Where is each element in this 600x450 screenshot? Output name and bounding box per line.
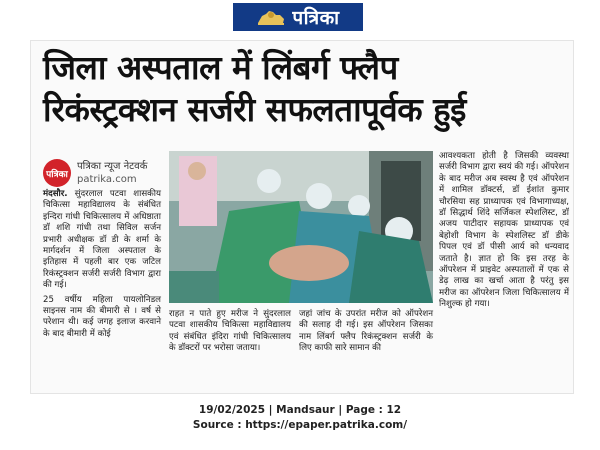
article-column-4: [439, 151, 569, 311]
patrika-logo-icon: पत्रिका: [43, 159, 71, 187]
column-3-paragraph-1: जहां जांच के उपरांत मरीज को ऑपरेशन की सलाह दी गई। इस ऑपरेशन जिसका नाम लिंबर्ग फ्लैप रिकंस्ट्रक्शन सर्जरी के लिए काफी सारे सामान की: [299, 309, 433, 354]
lion-emblem-icon: [256, 7, 286, 27]
column-1-paragraph-2: 25 वर्षीय महिला पायलोनिडल साइनस नाम की बीमारी से । वर्ष से परेशान थी। कई जगह इलाज करवाने के बाद बीमारी में कोई: [43, 294, 161, 339]
article-column-1: [43, 189, 161, 340]
headline: [43, 47, 563, 131]
byline-source: पत्रिका न्यूज नेटवर्क: [77, 161, 148, 172]
column-2-paragraph-1: राहत न पाते हुए मरीज ने सुंदरलाल पटवा शासकीय चिकित्सा महाविद्यालय एवं संबंधित इंदिरा गांधी चिकित्सालय के डॉक्टरों पर भरोसा जताया।: [169, 309, 291, 354]
column-4-paragraph-1: आवश्यकता होती है जिसकी व्यवस्था सर्जरी विभाग द्वारा स्वयं की गई। ऑपरेशन के बाद मरीज अब स्वस्थ है एवं ऑपरेशन में शामिल डॉक्टर्स, डॉ ईशांत कुमार चौरसिया सह प्राध्यापक एवं विभागाध्यक्ष, डॉ सिद्धार्थ शिंदे सर्जिकल स्पेशलिस्ट, डॉ अजय पाटीदार सहायक प्राध्यापक एवं बेहोशी विभाग के स्पेशलिस्ट डॉ डीके पिपल एवं डॉ पीसी आर्य को धन्यवाद जताते है। ज्ञात हो कि इस तरह के ऑपरेशन में प्राइवेट अस्पतालों में एक से डेढ़ लाख का खर्चा आता है परंतु इस मरीज का ऑपरेशन जिला चिकित्सालय में निशुल्क हो गया।: [439, 151, 569, 310]
article-column-2: [169, 309, 291, 355]
masthead-title: पत्रिका: [292, 7, 340, 29]
footer-source: Source : https://epaper.patrika.com/: [192, 419, 408, 431]
byline: [43, 159, 147, 187]
column-1-paragraph-1: सुंदरलाल पटवा शासकीय चिकित्सा महाविद्यालय के संबंधित इन्दिरा गांधी चिकित्सालय में अधिष्ठाता डॉ शशि गांधी तथा सिविल सर्जन प्रभारी अधीक्षक डॉ डी के शर्मा के मार्गदर्शन में जिला अस्पताल के इतिहास में पहली बार एक जटिल रिकंस्ट्रक्शन सर्जरी सर्जरी विभाग द्वारा की गई।: [43, 189, 161, 291]
surgery-photo: [169, 151, 433, 303]
article-column-3: [299, 309, 433, 355]
masthead: [233, 3, 363, 31]
footer-date-page: 19/02/2025 | Mandsaur | Page : 12: [198, 404, 402, 416]
byline-site: patrika.com: [77, 174, 137, 185]
news-clipping: [30, 40, 574, 394]
headline-line1: जिला अस्पताल में लिंबर्ग फ्लैप: [43, 48, 398, 87]
dateline: मंदसौर.: [43, 189, 68, 199]
headline-line2: रिकंस्ट्रक्शन सर्जरी सफलतापूर्वक हुई: [43, 90, 466, 129]
